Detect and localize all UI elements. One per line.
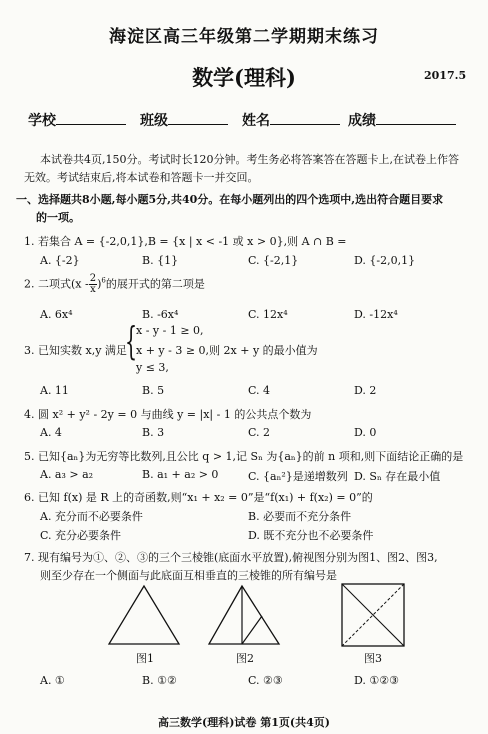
question-6 <box>24 489 373 505</box>
q5-stem: 已知{aₙ}为无穷等比数列,且公比 q > 1,记 Sₙ 为{aₙ}的前 n 项和,则下面结论正确的是 <box>38 450 464 463</box>
q5-number: 5. <box>24 450 35 463</box>
q7-number: 7. <box>24 551 35 564</box>
q3-condition-2 <box>136 342 318 358</box>
exam-date: 2017.5 <box>424 69 467 82</box>
q3-option-c: C. 4 <box>248 384 271 397</box>
question-3-stem <box>24 342 127 358</box>
q7-stem-line2: 则至少存在一个侧面与此底面互相垂直的三棱锥的所有编号是 <box>40 569 337 582</box>
question-1 <box>24 233 347 249</box>
q2-option-b: B. -6x⁴ <box>142 308 179 321</box>
q5-option-a: A. a₃ > a₂ <box>40 468 94 481</box>
q3-condition-3: y ≤ 3, <box>136 361 169 374</box>
q2-exponent: 6 <box>101 276 106 285</box>
q2-fraction <box>89 274 97 295</box>
figure-3-square <box>340 582 406 648</box>
figure-2-label: 图2 <box>236 652 254 665</box>
page-footer: 高三数学(理科)试卷 第1页(共4页) <box>158 716 330 729</box>
instructions-line1: 本试卷共4页,150分。考试时长120分钟。考生务必将答案答在答题卡上,在试卷上作答 <box>40 153 459 166</box>
page-title: 海淀区高三年级第二学期期末练习 <box>109 27 379 47</box>
score-field <box>348 110 456 130</box>
figure-3-diagonal <box>342 584 404 646</box>
score-blank <box>376 111 456 125</box>
q4-number: 4. <box>24 408 35 421</box>
q3-stem-before: 已知实数 x,y 满足 <box>38 344 127 357</box>
q6-option-d: D. 既不充分也不必要条件 <box>248 529 374 542</box>
q3-option-d: D. 2 <box>354 384 377 397</box>
q7-option-b: B. ①② <box>142 674 177 687</box>
q4-option-d: D. 0 <box>354 426 377 439</box>
section1-heading-cont: 的一项。 <box>36 211 80 224</box>
q3-stem-after: 则 2x + y 的最小值为 <box>209 344 318 357</box>
q2-frac-den: x <box>90 284 96 295</box>
section1-heading: 一、选择题共8小题,每小题5分,共40分。在每小题列出的四个选项中,选出符合题目要求 <box>16 193 444 206</box>
q1-option-c: C. {-2,1} <box>248 254 299 267</box>
q3-number: 3. <box>24 344 35 357</box>
q2-frac-num: 2 <box>89 273 97 284</box>
q1-option-b: B. {1} <box>142 254 179 267</box>
figure-1-triangle <box>106 584 182 646</box>
q4-option-a: A. 4 <box>40 426 62 439</box>
q6-stem: 已知 f(x) 是 R 上的奇函数,则“x₁ + x₂ = 0”是“f(x₁) + f(x₂) = 0”的 <box>38 491 373 504</box>
question-2: 2. 二项式(x - $\frac{2}{x}$ )$^6$的展开式的第二项是 <box>24 273 205 295</box>
q3-option-a: A. 11 <box>40 384 69 397</box>
school-label: 学校 <box>28 113 56 129</box>
question-4 <box>24 406 311 422</box>
q2-option-c: C. 12x⁴ <box>248 308 288 321</box>
score-label: 成绩 <box>348 113 376 129</box>
q1-option-a: A. {-2} <box>40 254 80 267</box>
figure-2-inner-edge <box>242 616 262 644</box>
instructions-line2: 无效。考试结束后,将本试卷和答题卡一并交回。 <box>24 171 259 184</box>
name-label: 姓名 <box>242 113 270 129</box>
q4-option-b: B. 3 <box>142 426 165 439</box>
q3-option-b: B. 5 <box>142 384 165 397</box>
q1-option-d: D. {-2,0,1} <box>354 254 416 267</box>
figure-3-label: 图3 <box>364 652 382 665</box>
q2-option-d: D. -12x⁴ <box>354 308 398 321</box>
q3-system-brace: { <box>125 319 138 363</box>
q2-number: 2. <box>24 277 35 291</box>
question-5 <box>24 448 463 464</box>
school-blank <box>56 111 126 125</box>
q5-option-b: B. a₁ + a₂ > 0 <box>142 468 219 481</box>
q7-option-a: A. ① <box>40 674 65 687</box>
q6-number: 6. <box>24 491 35 504</box>
subject-title: 数学(理科) <box>192 65 296 90</box>
class-field <box>140 110 228 130</box>
q3-condition-1: x - y - 1 ≥ 0, <box>136 324 204 337</box>
q7-option-c: C. ②③ <box>248 674 283 687</box>
class-blank <box>168 111 228 125</box>
school-field <box>28 110 126 130</box>
q1-number: 1. <box>24 235 35 248</box>
q5-option-d: D. Sₙ 存在最小值 <box>354 470 441 483</box>
q6-option-b: B. 必要而不充分条件 <box>248 510 352 523</box>
q7-stem-line1: 现有编号为①、②、③的三个三棱锥(底面水平放置),俯视图分别为图1、图2、图3, <box>38 551 438 564</box>
q4-option-c: C. 2 <box>248 426 271 439</box>
figure-1-outline <box>109 586 179 644</box>
q7-option-d: D. ①②③ <box>354 674 400 687</box>
question-7-line1 <box>24 549 438 565</box>
q6-option-a: A. 充分而不必要条件 <box>40 510 143 523</box>
q2-stem-after: 的展开式的第二项是 <box>105 277 205 291</box>
name-blank <box>270 111 340 125</box>
q2-stem-before: 二项式(x - <box>38 277 89 291</box>
name-field <box>242 110 340 130</box>
q3-condition-2-text: x + y - 3 ≥ 0, <box>136 344 210 357</box>
q6-option-c: C. 充分必要条件 <box>40 529 122 542</box>
class-label: 班级 <box>140 113 168 129</box>
figure-2-triangle <box>206 584 282 646</box>
q4-stem: 圆 x² + y² - 2y = 0 与曲线 y = |x| - 1 的公共点个数为 <box>38 408 312 421</box>
q2-option-a: A. 6x⁴ <box>40 308 73 321</box>
figure-1-label: 图1 <box>136 652 154 665</box>
q1-stem: 若集合 A = {-2,0,1},B = {x | x < -1 或 x > 0},则 A ∩ B = <box>38 235 347 248</box>
q5-option-c: C. {aₙ²}是递增数列 <box>248 470 348 483</box>
figure-2-outline <box>209 586 279 644</box>
